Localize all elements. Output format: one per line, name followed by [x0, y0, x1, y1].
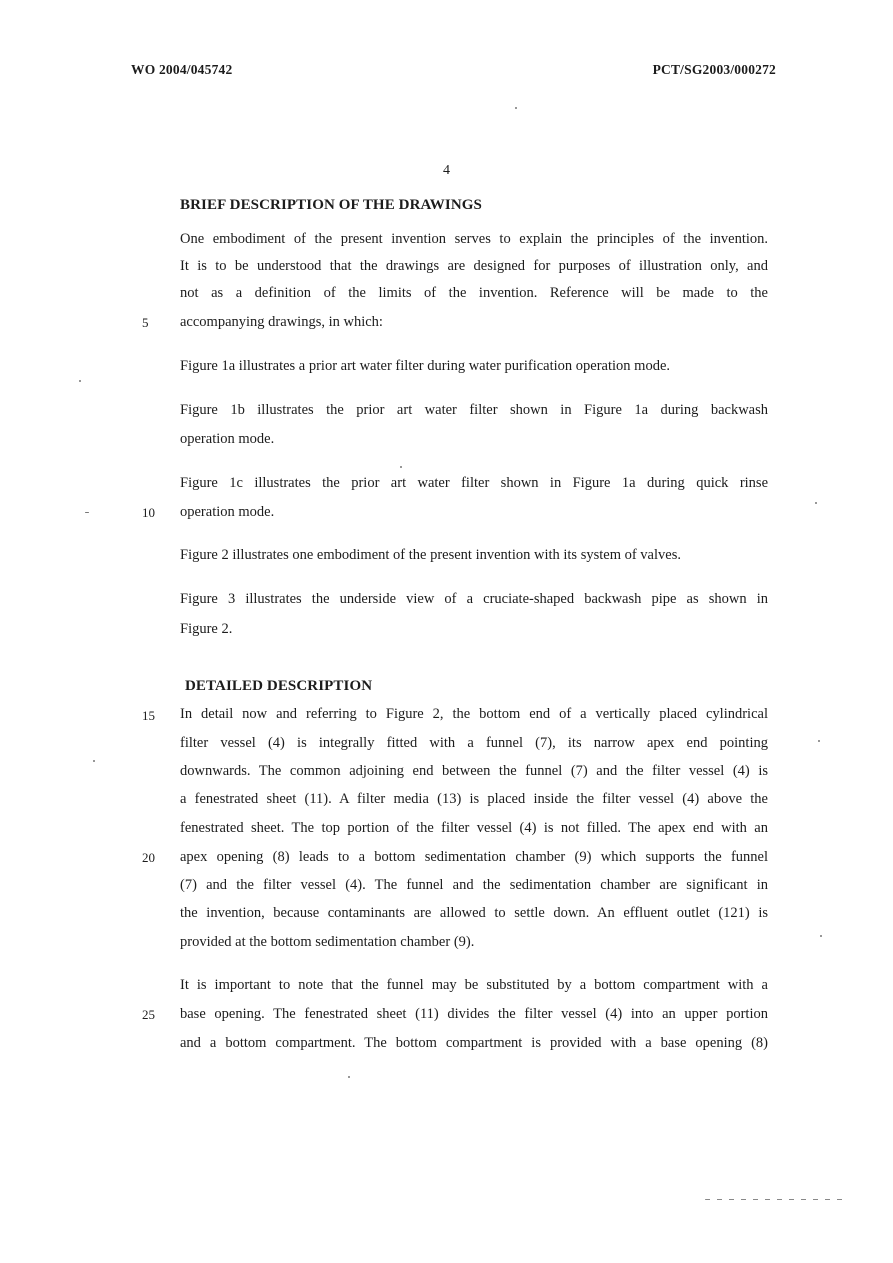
text-line: One embodiment of the present invention serves to explain the principles of the invention.: [180, 231, 768, 247]
scan-speck: [93, 760, 95, 762]
scan-speck: [85, 512, 89, 513]
text-line: the invention, because contaminants are allowed to settle down. An effluent outlet (121) is: [180, 905, 768, 921]
text-line: accompanying drawings, in which:: [180, 314, 383, 330]
scan-speck: [400, 466, 402, 468]
text-line: not as a definition of the limits of the invention. Reference will be made to the: [180, 285, 768, 301]
text-line: provided at the bottom sedimentation chamber (9).: [180, 934, 475, 950]
scan-speck: [820, 935, 822, 937]
text-line: (7) and the filter vessel (4). The funnel and the sedimentation chamber are significant in: [180, 877, 768, 893]
text-line: apex opening (8) leads to a bottom sedimentation chamber (9) which supports the funnel: [180, 849, 768, 865]
text-line: and a bottom compartment. The bottom compartment is provided with a base opening (8): [180, 1035, 768, 1051]
text-line: operation mode.: [180, 504, 275, 520]
text-line: Figure 3 illustrates the underside view of a cruciate-shaped backwash pipe as shown in: [180, 591, 768, 607]
scan-speck: [515, 107, 517, 109]
text-line: a fenestrated sheet (11). A filter media (13) is placed inside the filter vessel (4) above the: [180, 791, 768, 807]
brief-description-heading: BRIEF DESCRIPTION OF THE DRAWINGS: [180, 197, 482, 213]
line-number: 15: [142, 708, 155, 723]
scan-speck: [79, 380, 81, 382]
text-line: Figure 2 illustrates one embodiment of the present invention with its system of valves.: [180, 547, 681, 563]
line-number: 10: [142, 505, 155, 520]
text-line: It is to be understood that the drawings are designed for purposes of illustration only, and: [180, 258, 768, 274]
scan-dash-line: [705, 1199, 845, 1200]
text-line: base opening. The fenestrated sheet (11) divides the filter vessel (4) into an upper portion: [180, 1006, 768, 1022]
text-line: Figure 1a illustrates a prior art water filter during water purification operation mode.: [180, 358, 671, 374]
scan-speck: [818, 740, 820, 742]
text-line: Figure 1b illustrates the prior art water filter shown in Figure 1a during backwash: [180, 402, 768, 418]
text-line: Figure 2.: [180, 621, 233, 637]
text-line: Figure 1c illustrates the prior art water filter shown in Figure 1a during quick rinse: [180, 475, 768, 491]
text-line: In detail now and referring to Figure 2, the bottom end of a vertically placed cylindrical: [180, 706, 768, 722]
line-number: 5: [142, 315, 149, 330]
scan-speck: [815, 502, 817, 504]
text-line: fenestrated sheet. The top portion of the filter vessel (4) is not filled. The apex end with an: [180, 820, 768, 836]
text-line: It is important to note that the funnel may be substituted by a bottom compartment with a: [180, 977, 768, 993]
scan-speck: [348, 1076, 350, 1078]
page-number: 4: [443, 163, 450, 178]
detailed-description-heading: DETAILED DESCRIPTION: [185, 678, 373, 694]
line-number: 25: [142, 1007, 155, 1022]
application-number: PCT/SG2003/000272: [652, 62, 776, 77]
publication-number: WO 2004/045742: [131, 62, 233, 77]
text-line: downwards. The common adjoining end between the funnel (7) and the filter vessel (4) is: [180, 763, 768, 779]
text-line: filter vessel (4) is integrally fitted with a funnel (7), its narrow apex end pointing: [180, 735, 768, 751]
text-line: operation mode.: [180, 431, 275, 447]
line-number: 20: [142, 850, 155, 865]
